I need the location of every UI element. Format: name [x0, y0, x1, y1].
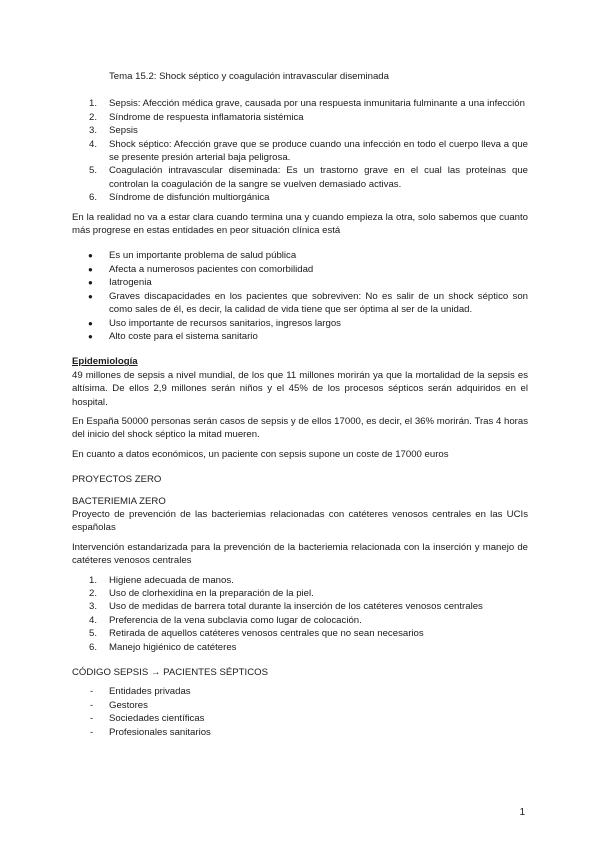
page-number: 1: [519, 807, 525, 818]
bacteriemia-paragraph-2: Intervención estandarizada para la prevención de la bacteriemia relacionada con la inserción y manejo de catéteres venosos centrales: [72, 541, 528, 567]
bullet-icon: ●: [88, 291, 93, 301]
dash-icon: -: [90, 699, 94, 711]
list-item: ● Afecta a numerosos pacientes con comorbilidad: [88, 263, 314, 275]
list-item: 1. Sepsis: Afección médica grave, causada por una respuesta inmunitaria fulminante a una infección: [89, 98, 525, 110]
list-item: 1. Higiene adecuada de manos.: [89, 574, 234, 586]
section-heading-bacteriemia: BACTERIEMIA ZERO: [72, 495, 166, 507]
list-item: 4. Shock séptico: Afección grave que se produce cuando una infección en todo el cuerpo lleva a que se presente presión arterial baja peligrosa.: [89, 138, 528, 164]
list-item: 3. Uso de medidas de barrera total durante la inserción de los catéteres venosos centrales: [89, 601, 483, 613]
page-title: Tema 15.2: Shock séptico y coagulación intravascular diseminada: [109, 71, 389, 82]
list-item: 2. Síndrome de respuesta inflamatoria sistémica: [89, 111, 304, 123]
list-item: - Entidades privadas: [90, 686, 191, 698]
bacteriemia-paragraph-1: Proyecto de prevención de las bacteriemias relacionadas con catéteres venosos centrales en las UCIs españolas: [72, 508, 528, 534]
list-item: 5. Retirada de aquellos catéteres venosos centrales que no sean necesarios: [89, 628, 424, 640]
dash-icon: -: [90, 726, 94, 738]
bullet-icon: ●: [88, 331, 93, 341]
list-item: 5. Coagulación intravascular diseminada: Es un trastorno grave en el cual las proteínas que controlan la coagulación de la sangre se vuelven demasiado activas.: [89, 165, 528, 190]
list-item: ● Graves discapacidades en los pacientes que sobreviven: No es salir de un shock séptico son como sales de él, es decir, la calidad de vida tiene que ser óptima al ser de la unidad.: [88, 290, 528, 316]
epidemiology-paragraph-3: En cuanto a datos económicos, un paciente con sepsis supone un coste de 17000 euros: [72, 448, 449, 460]
list-item: 6. Síndrome de disfunción multiorgánica: [89, 192, 270, 204]
list-item: ● Es un importante problema de salud pública: [88, 250, 297, 262]
dash-list: [72, 685, 528, 739]
dash-icon: -: [90, 686, 94, 698]
list-item: ● Iatrogenia: [88, 277, 152, 289]
bullet-icon: ●: [88, 251, 93, 261]
section-heading-proyectos: PROYECTOS ZERO: [72, 474, 162, 486]
definitions-list: [72, 97, 528, 204]
epidemiology-paragraph-1: 49 millones de sepsis a nivel mundial, de los que 11 millones morirán ya que la mortalidad de la sepsis es altísima. De ellos 2,9 millones serán niños y el 45% de los procesos sépticos serán adquiridos en el hospital.: [72, 369, 528, 408]
bullet-icon: ●: [88, 278, 93, 288]
bullet-icon: ●: [88, 264, 93, 274]
document-page: [72, 70, 528, 739]
epidemiology-paragraph-2: En España 50000 personas serán casos de sepsis y de ellos 17000, es decir, el 36% morirán. Tras 4 horas del inicio del shock séptico la mitad mueren.: [72, 415, 528, 441]
section-heading-codigo-sepsis: CÓDIGO SEPSIS → PACIENTES SÉPTICOS: [72, 667, 269, 679]
list-item: - Profesionales sanitarios: [90, 726, 211, 738]
list-item: 3. Sepsis: [89, 125, 138, 137]
bullet-list: [72, 249, 528, 343]
list-item: ● Alto coste para el sistema sanitario: [88, 330, 258, 342]
dash-icon: -: [90, 713, 94, 725]
list-item: 4. Preferencia de la vena subclavia como lugar de colocación.: [89, 614, 362, 626]
paragraph-reality: En la realidad no va a estar clara cuando termina una y cuando empieza la otra, solo sabemos que cuanto más progrese en estas entidades en peor situación clínica está: [72, 211, 528, 237]
list-item: - Gestores: [90, 699, 148, 711]
list-item: 2. Uso de clorhexidina en la preparación de la piel.: [89, 588, 314, 599]
list-item: - Sociedades científicas: [90, 713, 205, 725]
list-item: 6. Manejo higiénico de catéteres: [89, 641, 237, 653]
list-item: ● Uso importante de recursos sanitarios, ingresos largos: [88, 317, 341, 329]
epidemiology-heading: Epidemiología: [72, 356, 138, 368]
bullet-icon: ●: [88, 318, 93, 328]
measures-list: [72, 574, 528, 654]
